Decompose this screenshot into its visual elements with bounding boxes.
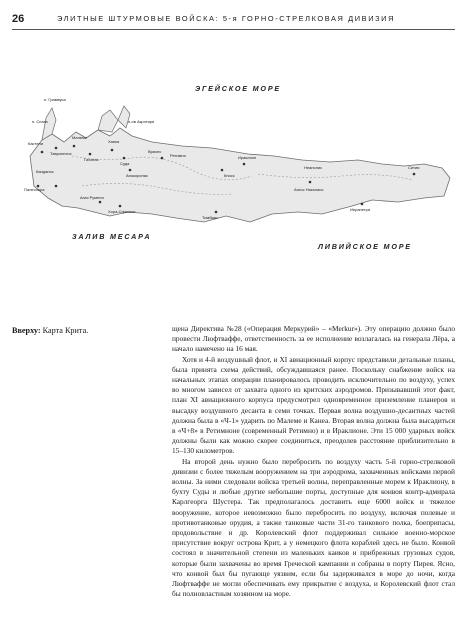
place-maleme: Малеме	[72, 135, 88, 140]
crete-map	[12, 36, 455, 319]
caption-text: Карта Крита.	[42, 326, 89, 335]
place-agia-roumeli: Агия Румели	[80, 195, 104, 200]
page-number: 26	[12, 13, 25, 25]
page-header	[12, 13, 455, 27]
header-rule	[12, 29, 455, 30]
place-neapolis: Неаполис	[304, 165, 323, 170]
place-kandanos: Канданос	[36, 169, 54, 174]
place-paleohora: Палеохора	[24, 187, 45, 192]
place-sfakia: Хора-Сфакион	[108, 209, 136, 214]
place-knossos: Кносс	[224, 173, 235, 178]
body-text	[172, 324, 455, 599]
place-rethymno: Ретимно	[170, 153, 186, 158]
place-tavronitis: Тавронитис	[50, 151, 72, 156]
map-caption	[12, 326, 88, 335]
place-vryses: Врисес	[148, 149, 162, 154]
place-gramvousa: п. Грамвуса	[44, 97, 66, 102]
place-chania: Ханья	[108, 139, 120, 144]
place-kastelli: Кастели	[28, 141, 44, 146]
place-agios-nikolaos: Агиос Николаос	[294, 187, 324, 192]
place-akrotiri: п-ов Акротири	[128, 119, 155, 124]
messara-gulf-label: ЗАЛИВ МЕСАРА	[72, 232, 152, 241]
place-suda: Суда	[120, 161, 130, 166]
running-title: ЭЛИТНЫЕ ШТУРМОВЫЕ ВОЙСКА: 5-я ГОРНО-СТРЕЛКОВАЯ ДИВИЗИЯ	[57, 14, 396, 23]
place-timbaki: Тимбаки	[202, 215, 218, 220]
libyan-sea-label: ЛИВИЙСКОЕ МОРЕ	[318, 242, 412, 251]
place-sitia: Сития	[408, 165, 420, 170]
body-paragraph: Хотя и 4-й воздушный флот, и XI авиационный корпус представили детальные планы, была принята схема действий, обсуждавшаяся ранее. Поскольку снабжение войск на начальных этапах операции планировалось проводить исключительно по воздуху, успех во многом зависел от захвата одного из критских аэродромов. Призывавший этот факт, план XI авиационного корпуса предусмотрел одновременное приземление планеров и высадку воздушного десанта в семи точках. Первая волна воздушно-десантных частей должна была в «Ч-1» ударить по Малеме и Канеа. Вторая волна должна была высадиться в «Ч+8» в Ретимноне (современный Ретимно) и в Ираклионе. Эти 15 000 ударных войск должны были как можно скорее соединиться, преодолев расстояние приблизительно в 15–130 километров.	[172, 354, 455, 456]
place-iraklion: Ираклион	[238, 155, 257, 160]
place-apokoronas: Апокоронас	[126, 173, 148, 178]
body-paragraph: На второй день нужно было перебросить по воздуху часть 5-й горно-стрелковой дивизии с более тяжелым вооружением на три аэродрома, захваченных войсками первой волны. За ними следовали войска третьей волны, переправленные морем к Ираклиону, в бухту Суды и любые другие небольшие порты, доступные для конвоя контр-адмирала Карлгеорга Шустера. Так предполагалось доставить еще 6000 войск и тяжелое вооружение, которое невозможно было перебросить по воздуху, включая полевые и противотанковые орудия, а также танковые части 31-го танкового полка, боеприпасы, продовольствие и др. Королевский флот поддерживал сильное военно-морское присутствие вокруг острова Крит, а у немецкого флота кораблей здесь не было. Конвой состоял в значительной степени из маленьких каиков и прибрежных грузовых судов, которые были захвачены во время Греческой кампании и собраны в порту Пирея. Ясно, что конвой был бы пугающе уязвим, если бы задерживался в море до ночи, когда Люфтваффе не могли обеспечивать ему прикрытие с воздуха, и Королевский флот стал бы полновластным хозяином на море.	[172, 456, 455, 599]
place-galatas: Галатас	[84, 157, 99, 162]
body-paragraph: щена Директива №28 («Операция Меркурий» – «Merkur»). Эту операцию должно было провести Люфтваффе, ответственность за ее исполнение возлагалась на генерала Лёра, а начало намечено на 16 мая.	[172, 324, 455, 354]
aegean-sea-label: ЭГЕЙСКОЕ МОРЕ	[195, 84, 282, 93]
caption-label: Вверху:	[12, 326, 41, 335]
place-ierapetra: Иерапетра	[350, 207, 371, 212]
place-spatha: п. Спата	[32, 119, 48, 124]
